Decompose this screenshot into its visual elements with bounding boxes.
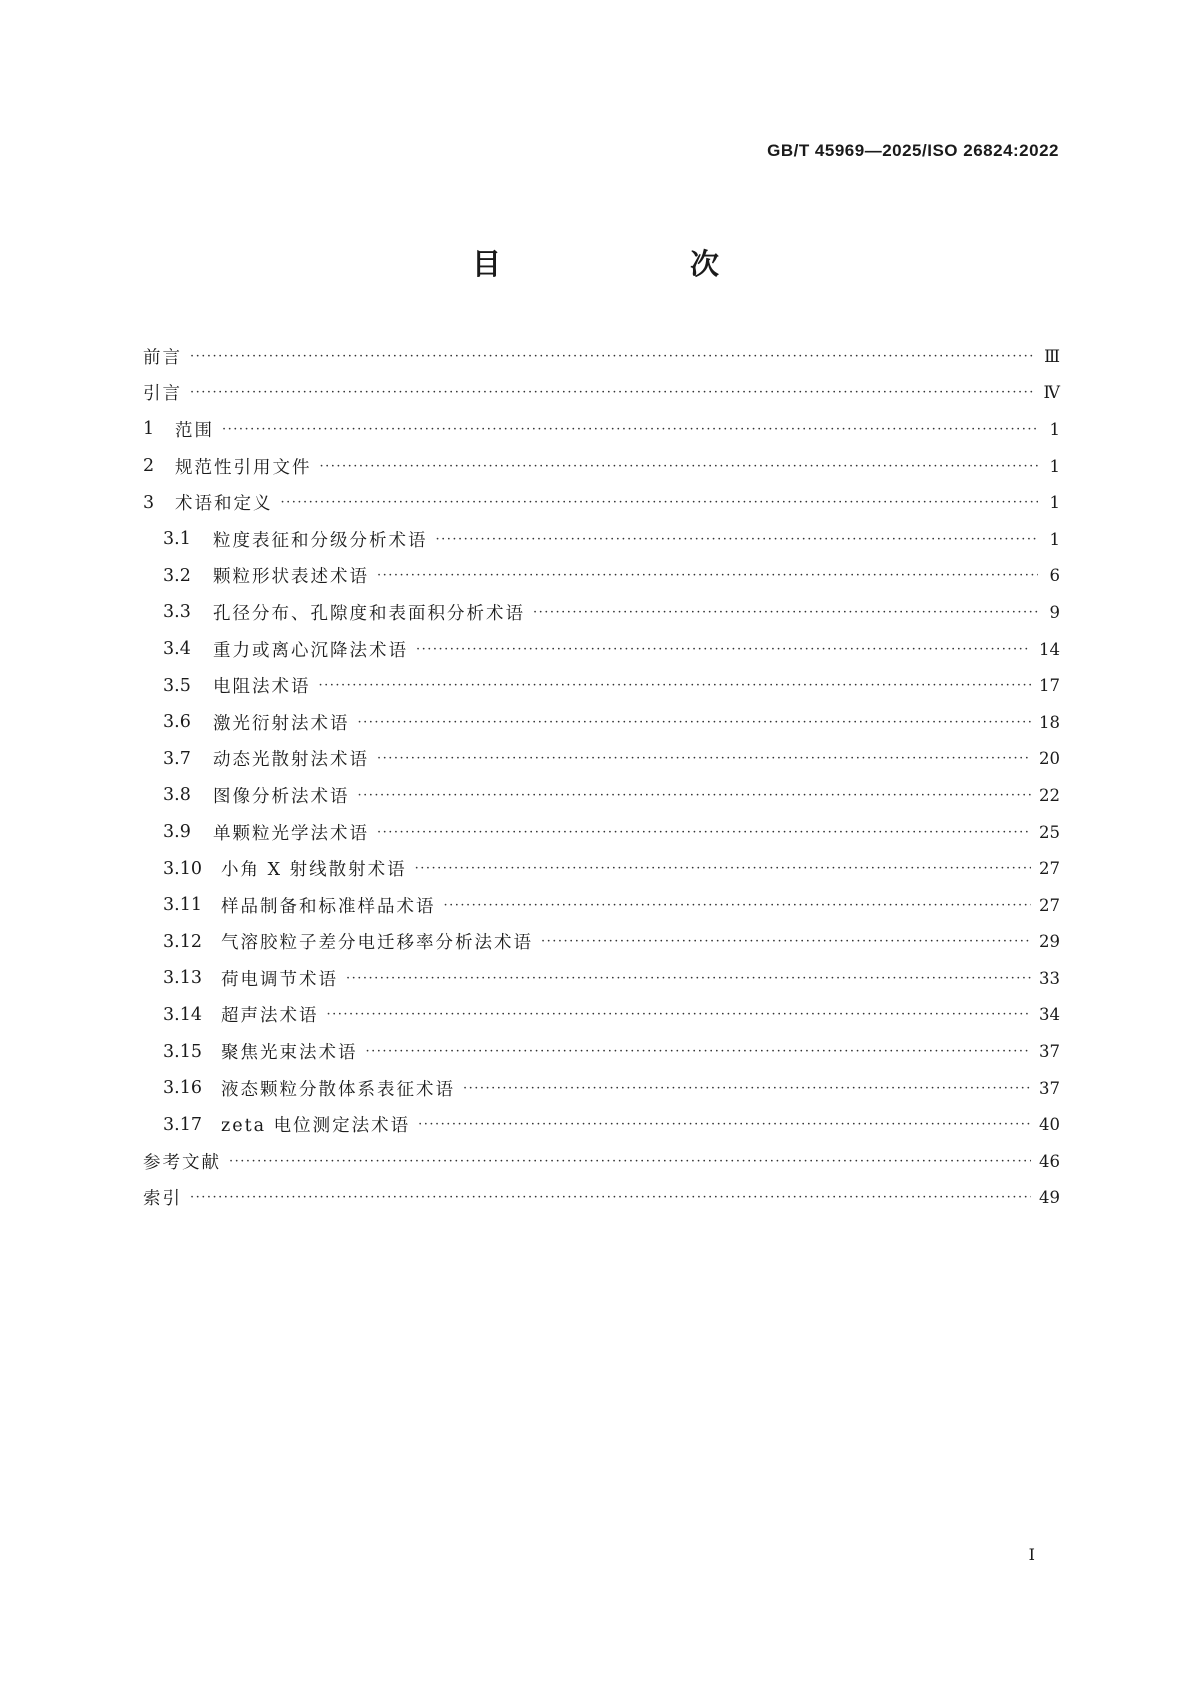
- toc-entry-label: 参考文献: [143, 1152, 221, 1173]
- dot-leader: [319, 679, 1032, 692]
- toc-entry-label: 激光衍射法术语: [213, 713, 350, 734]
- dot-leader: [346, 972, 1031, 985]
- toc-entry[interactable]: [143, 924, 1060, 961]
- dot-leader: [190, 1191, 1031, 1204]
- toc-entry[interactable]: [143, 1070, 1060, 1107]
- toc-entry-page: 22: [1039, 785, 1060, 805]
- toc-entry[interactable]: [143, 814, 1060, 851]
- toc-entry[interactable]: [143, 375, 1060, 412]
- toc-entry-page: 18: [1039, 712, 1060, 732]
- toc-entry[interactable]: [143, 594, 1060, 631]
- dot-leader: [281, 496, 1039, 509]
- toc-entry-label: zeta 电位测定法术语: [221, 1116, 411, 1137]
- toc-entry-page: 1: [1049, 456, 1060, 476]
- toc-entry-label: 聚焦光束法术语: [221, 1043, 358, 1064]
- dot-leader: [444, 899, 1032, 912]
- toc-entry[interactable]: [143, 1143, 1060, 1180]
- toc-entry[interactable]: [143, 558, 1060, 595]
- toc-entry-label: 前言: [143, 347, 182, 368]
- toc-entry-number: 3.9: [163, 822, 191, 843]
- toc-entry-page: 6: [1049, 566, 1060, 586]
- dot-leader: [463, 1082, 1031, 1095]
- toc-entry[interactable]: [143, 411, 1060, 448]
- toc-entry[interactable]: [143, 448, 1060, 485]
- toc-entry[interactable]: [143, 777, 1060, 814]
- toc-entry[interactable]: [143, 667, 1060, 704]
- toc-entry-page: 34: [1039, 1005, 1060, 1025]
- toc-entry-page: 49: [1039, 1188, 1060, 1208]
- dot-leader: [436, 533, 1039, 546]
- toc-entry-label: 液态颗粒分散体系表征术语: [221, 1079, 455, 1100]
- toc-entry-label: 索引: [143, 1189, 182, 1210]
- toc-entry-number: 3.4: [163, 639, 191, 660]
- dot-leader: [377, 569, 1038, 582]
- toc-entry-label: 重力或离心沉降法术语: [213, 640, 408, 661]
- toc-entry[interactable]: [143, 997, 1060, 1034]
- dot-leader: [190, 386, 1036, 399]
- toc-entry-number: 3.2: [163, 565, 191, 586]
- toc-entry-number: 3.12: [163, 931, 202, 952]
- toc-entry-label: 范围: [175, 420, 214, 441]
- toc-entry-label: 动态光散射法术语: [213, 750, 369, 771]
- toc-entry-page: 9: [1049, 602, 1060, 622]
- toc-entry[interactable]: [143, 631, 1060, 668]
- toc-entry-page: 40: [1039, 1115, 1060, 1135]
- toc-entry[interactable]: [143, 338, 1060, 375]
- toc-entry[interactable]: [143, 887, 1060, 924]
- dot-leader: [358, 789, 1032, 802]
- dot-leader: [418, 1118, 1031, 1131]
- standard-number: GB/T 45969—2025/ISO 26824:2022: [767, 141, 1059, 160]
- dot-leader: [358, 716, 1032, 729]
- toc-entry-page: 1: [1049, 493, 1060, 513]
- dot-leader: [377, 826, 1031, 839]
- toc-entry-number: 3.14: [163, 1004, 202, 1025]
- toc-entry-label: 图像分析法术语: [213, 786, 350, 807]
- toc-entry-number: 3.17: [163, 1114, 202, 1135]
- toc-entry-label: 气溶胶粒子差分电迁移率分析法术语: [221, 933, 533, 954]
- toc-entry-number: 3.8: [163, 785, 191, 806]
- toc-entry-page: 25: [1039, 822, 1060, 842]
- dot-leader: [533, 606, 1038, 619]
- toc-entry-page: 1: [1049, 529, 1060, 549]
- toc-entry-page: 27: [1039, 859, 1060, 879]
- toc-entry-label: 超声法术语: [221, 1006, 319, 1027]
- toc-entry-page: 20: [1039, 749, 1060, 769]
- toc-entry[interactable]: [143, 741, 1060, 778]
- toc-entry[interactable]: [143, 1180, 1060, 1217]
- dot-leader: [222, 423, 1038, 436]
- toc-entry-page: 1: [1049, 419, 1060, 439]
- dot-leader: [541, 935, 1031, 948]
- toc-entry-label: 规范性引用文件: [175, 457, 312, 478]
- toc-entry-page: 46: [1039, 1151, 1060, 1171]
- page-number: I: [1028, 1545, 1035, 1564]
- toc-entry[interactable]: [143, 960, 1060, 997]
- toc-entry[interactable]: [143, 484, 1060, 521]
- toc-entry-number: 3: [143, 492, 155, 513]
- toc-entry-label: 荷电调节术语: [221, 969, 338, 990]
- toc-entry-page: 14: [1039, 639, 1060, 659]
- toc-entry-number: 2: [143, 456, 155, 477]
- toc-entry-page: Ⅳ: [1043, 383, 1060, 403]
- toc-entry-label: 样品制备和标准样品术语: [221, 896, 436, 917]
- table-of-contents: [143, 338, 1060, 1216]
- dot-leader: [320, 460, 1039, 473]
- dot-leader: [416, 643, 1031, 656]
- toc-entry-number: 3.11: [163, 895, 202, 916]
- dot-leader: [327, 1008, 1032, 1021]
- toc-entry-page: 37: [1039, 1078, 1060, 1098]
- toc-entry-number: 3.6: [163, 712, 191, 733]
- toc-entry[interactable]: [143, 521, 1060, 558]
- toc-entry-number: 3.3: [163, 602, 191, 623]
- dot-leader: [229, 1155, 1031, 1168]
- toc-entry-page: 29: [1039, 932, 1060, 952]
- toc-entry-label: 单颗粒光学法术语: [213, 823, 369, 844]
- dot-leader: [415, 862, 1031, 875]
- toc-entry[interactable]: [143, 1033, 1060, 1070]
- toc-entry-label: 颗粒形状表述术语: [213, 567, 369, 588]
- toc-entry-label: 术语和定义: [175, 494, 273, 515]
- toc-entry-label: 孔径分布、孔隙度和表面积分析术语: [213, 603, 525, 624]
- toc-entry-label: 粒度表征和分级分析术语: [213, 530, 428, 551]
- toc-entry-number: 3.10: [163, 858, 202, 879]
- toc-entry-label: 引言: [143, 384, 182, 405]
- toc-entry-number: 3.13: [163, 968, 202, 989]
- toc-entry-number: 1: [143, 419, 155, 440]
- dot-leader: [190, 350, 1036, 363]
- toc-entry-number: 3.5: [163, 675, 191, 696]
- toc-entry-number: 3.1: [163, 529, 191, 550]
- toc-entry-page: Ⅲ: [1044, 346, 1060, 366]
- toc-entry-page: 37: [1039, 1042, 1060, 1062]
- toc-entry-number: 3.16: [163, 1078, 202, 1099]
- toc-entry[interactable]: [143, 1106, 1060, 1143]
- toc-entry-page: 27: [1039, 895, 1060, 915]
- dot-leader: [377, 752, 1031, 765]
- toc-entry-page: 33: [1039, 968, 1060, 988]
- toc-entry[interactable]: [143, 704, 1060, 741]
- page-title: 目 次: [471, 247, 799, 281]
- toc-entry-label: 小角 X 射线散射术语: [221, 860, 407, 881]
- dot-leader: [366, 1045, 1032, 1058]
- toc-entry-number: 3.15: [163, 1041, 202, 1062]
- toc-entry[interactable]: [143, 850, 1060, 887]
- toc-entry-page: 17: [1039, 676, 1060, 696]
- toc-entry-label: 电阻法术语: [213, 677, 311, 698]
- toc-entry-number: 3.7: [163, 748, 191, 769]
